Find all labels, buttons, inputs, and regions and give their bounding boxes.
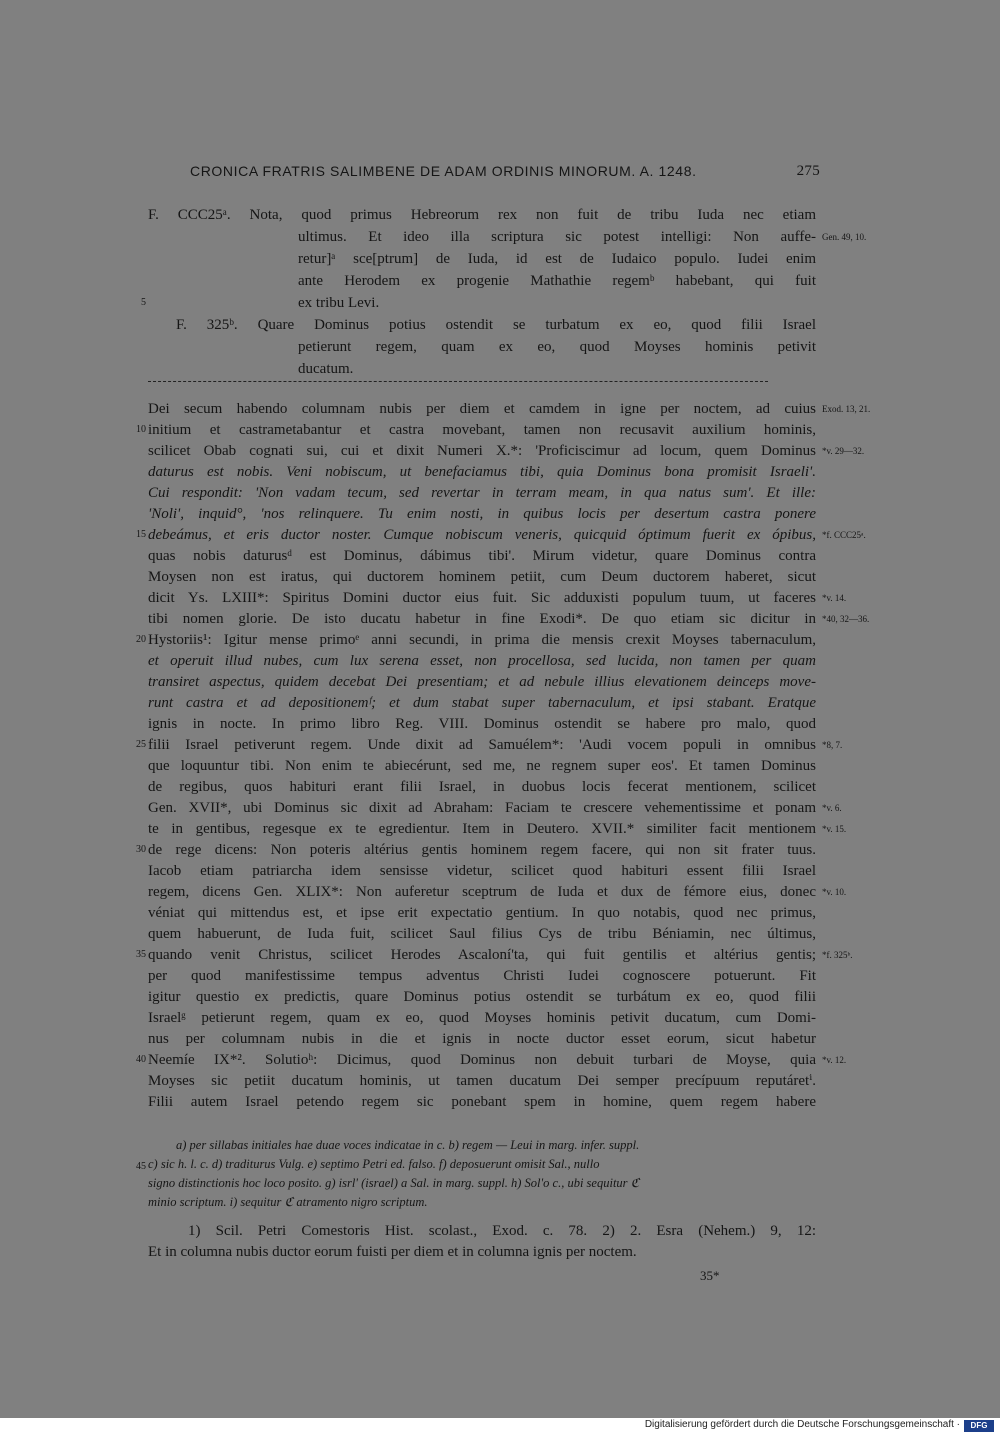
- top-line: ex tribu Levi.: [298, 295, 380, 311]
- footnote-line: a) per sillabas initiales hae duae voces indicatae in c. b) regem — Leui in marg. infer. suppl.: [176, 1138, 640, 1152]
- footnote-line: signo distinctionis hoc loco posito. g) isrl' (israel) a Sal. in marg. suppl. h) Sol'o c., ubi sequitur ℭ: [148, 1176, 640, 1190]
- margin-note: *v. 12.: [822, 1055, 847, 1065]
- body-line: véniat qui mittendus est, et ipse erit expectatio gentium. In quo notabis, quod nec primus,: [148, 905, 816, 921]
- margin-note: Exod. 13, 21.: [822, 404, 871, 414]
- body-line: ignis in nocte. In primo libro Reg. VIII. Dominus ostendit se habere pro malo, quod: [148, 716, 816, 732]
- body-line: debeámus, et eris ductor noster. Cumque nobiscum veneris, quicquid óptimum fuerit ex ópibus,: [148, 527, 816, 543]
- running-header: [190, 163, 820, 180]
- line-number: 20: [136, 634, 146, 645]
- top-line: F. 325ᵇ. Quare Dominus potius ostendit se turbatum ex eo, quod filii Israel: [176, 317, 816, 333]
- body-line: 'Noli', inquid°, 'nos relinquere. Tu enim nosti, in quibus locis per desertum castra ponere: [148, 506, 816, 522]
- margin-note: *f. 325ᵇ.: [822, 950, 853, 960]
- line-number: 10: [136, 424, 146, 435]
- body-line: Iacob etiam patriarcha idem sensisse videtur, scilicet quod habituri essent filii Israel: [148, 863, 816, 879]
- footnote-line: c) sic h. l. c. d) traditurus Vulg. e) septimo Petri ed. falso. f) deposuerunt omisit Sal., nullo: [148, 1157, 600, 1171]
- body-line: Gen. XVII*, ubi Dominus sic dixit ad Abraham: Faciam te crescere vehementissime et ponam: [148, 800, 816, 816]
- top-line: ante Herodem ex progenie Mathathie regemᵇ habebant, qui fuit: [298, 273, 816, 289]
- body-line: Hystoriis¹: Igitur mense primoᵉ anni secundi, in prima die mensis crexit Moyses tabernaculum,: [148, 632, 816, 648]
- margin-note: *v. 29—32.: [822, 446, 865, 456]
- margin-note: *f. CCC25ᵃ.: [822, 530, 866, 540]
- body-line: de regibus, quos habituri erant filii Israel, in duobus locis fecerat mentionem, scilicet: [148, 779, 816, 795]
- body-line: filii Israel petiverunt regem. Unde dixit ad Samuélem*: 'Audi vocem populi in omnibus: [148, 737, 816, 753]
- margin-note: *v. 15.: [822, 824, 847, 834]
- margin-note: Gen. 49, 10.: [822, 232, 867, 242]
- line-number: 35: [136, 949, 146, 960]
- line-number: 5: [141, 297, 146, 308]
- body-line: Neemíe IX*². Solutioʰ: Dicimus, quod Dominus non debuit turbari de Moyse, quia: [148, 1052, 816, 1068]
- top-line: ultimus. Et ideo illa scriptura sic potest intelligi: Non auffe-: [298, 229, 816, 245]
- body-line: per quod manifestissime tempus adventus Christi Iudei cognoscere potuerunt. Fit: [148, 968, 816, 984]
- body-line: dicit Ys. LXIII*: Spiritus Domini ductor eius fuit. Sic adduxisti populum tuum, ut faceres: [148, 590, 816, 606]
- body-line: Filii autem Israel petendo regem sic ponebant spem in homine, quem regem habere: [148, 1094, 816, 1110]
- body-line: Moysen non est iratus, qui ductorem hominem petiit, cum Deum ductorem haberet, sicut: [148, 569, 816, 585]
- line-number: 45: [136, 1161, 146, 1172]
- body-line: quas nobis daturusᵈ est Dominus, dábimus tibi'. Mirum videtur, quare Dominus contra: [148, 548, 816, 564]
- footnote-line: minio scriptum. i) sequitur ℭ atramento nigro scriptum.: [148, 1195, 428, 1209]
- body-line: te in gentibus, regesque ex te egredientur. Item in Deutero. XVII.* similiter facit mentionem: [148, 821, 816, 837]
- top-line: retur]ᵃ sce[ptrum] de Iuda, id est de Iudaico populo. Iudei enim: [298, 251, 816, 267]
- margin-note: *v. 10.: [822, 887, 847, 897]
- body-line: quando venit Christus, scilicet Herodes Ascaloní'ta, qui fuit gentilis et altérius gentis;: [148, 947, 816, 963]
- body-line: daturus est nobis. Veni nobiscum, ut benefaciamus tibi, quia Dominus bona promisit Israeli'.: [148, 464, 816, 480]
- body-line: Moyses sic petiit ducatum hominis, ut tamen ducatum Dei semper precípuum reputáretⁱ.: [148, 1073, 816, 1089]
- line-number: 30: [136, 844, 146, 855]
- margin-note: *40, 32—36.: [822, 614, 870, 624]
- body-line: Cui respondit: 'Non vadam tecum, sed revertar in terram meam, in qua natus sum'. Et ille:: [148, 485, 816, 501]
- body-line: nus per columnam nubis in die et ignis in nocte ductor esset eorum, sicut habetur: [148, 1031, 816, 1047]
- line-number: 15: [136, 529, 146, 540]
- top-line: F. CCC25ᵃ. Nota, quod primus Hebreorum rex non fuit de tribu Iuda nec etiam: [148, 207, 816, 223]
- divider-rule: [148, 381, 768, 382]
- body-line: runt castra et ad depositionemᶠ; et dum stabat super tabernaculum, et ipsi stabant. Eratque: [148, 695, 816, 711]
- body-line: transiret aspectus, quidem decebat Dei presentiam; et ad nebule illius elevationem deinceps move-: [148, 674, 816, 690]
- reference-line: 1) Scil. Petri Comestoris Hist. scolast., Exod. c. 78. 2) 2. Esra (Nehem.) 9, 12:: [188, 1223, 816, 1239]
- margin-note: *v. 14.: [822, 593, 847, 603]
- body-line: Dei secum habendo columnam nubis per diem et camdem in igne per noctem, ad cuius: [148, 401, 816, 417]
- body-line: que loquuntur tibi. Non enim te abiecérunt, sed me, ne regnem super eos'. Et tamen Dominus: [148, 758, 816, 774]
- body-line: regem, dicens Gen. XLIX*: Non auferetur sceptrum de Iuda et dux de fémore eius, donec: [148, 884, 816, 900]
- signature-mark: 35*: [700, 1268, 720, 1283]
- margin-note: *8, 7.: [822, 740, 843, 750]
- body-line: Israelᵍ petierunt regem, quam ex eo, quod Moyses hominis petivit ducatum, cum Domi-: [148, 1010, 816, 1026]
- body-line: scilicet Obab cognati sui, cui et dixit Numeri X.*: 'Proficiscimur ad locum, quem Dominus: [148, 443, 816, 459]
- margin-note: *v. 6.: [822, 803, 842, 813]
- running-title: CRONICA FRATRIS SALIMBENE DE ADAM ORDINIS MINORUM. A. 1248.: [190, 163, 697, 179]
- body-line: de rege dicens: Non poteris altérius gentis hominem regem facere, qui non sit frater tuus.: [148, 842, 816, 858]
- body-line: et operuit illud nubes, cum lux serena esset, non procellosa, sed lucida, non tamen per quam: [148, 653, 816, 669]
- footer-bar: [0, 1418, 1000, 1434]
- footer-text: Digitalisierung gefördert durch die Deutsche Forschungsgemeinschaft ·: [644, 1419, 960, 1430]
- top-line: petierunt regem, quam ex eo, quod Moyses hominis petivit: [298, 339, 816, 355]
- body-line: initium et castrametabantur et castra movebant, tamen non recusavit auxilium hominis,: [148, 422, 816, 438]
- body-line: igitur questio ex predictis, quare Dominus potius ostendit se turbátum ex eo, quod filii: [148, 989, 816, 1005]
- top-line: ducatum.: [298, 361, 354, 377]
- dfg-logo: DFG: [964, 1420, 994, 1432]
- line-number: 40: [136, 1054, 146, 1065]
- body-line: tibi nomen glorie. De isto ducatu habetur in fine Exodi*. De quo etiam sic dicitur in: [148, 611, 816, 627]
- body-line: quem habuerunt, de Iuda fuit, scilicet Saul filius Cys de tribu Béniamin, nec últimus,: [148, 926, 816, 942]
- page-number: 275: [796, 163, 820, 179]
- reference-line: Et in columna nubis ductor eorum fuisti per diem et in columna ignis per noctem.: [148, 1244, 637, 1260]
- line-number: 25: [136, 739, 146, 750]
